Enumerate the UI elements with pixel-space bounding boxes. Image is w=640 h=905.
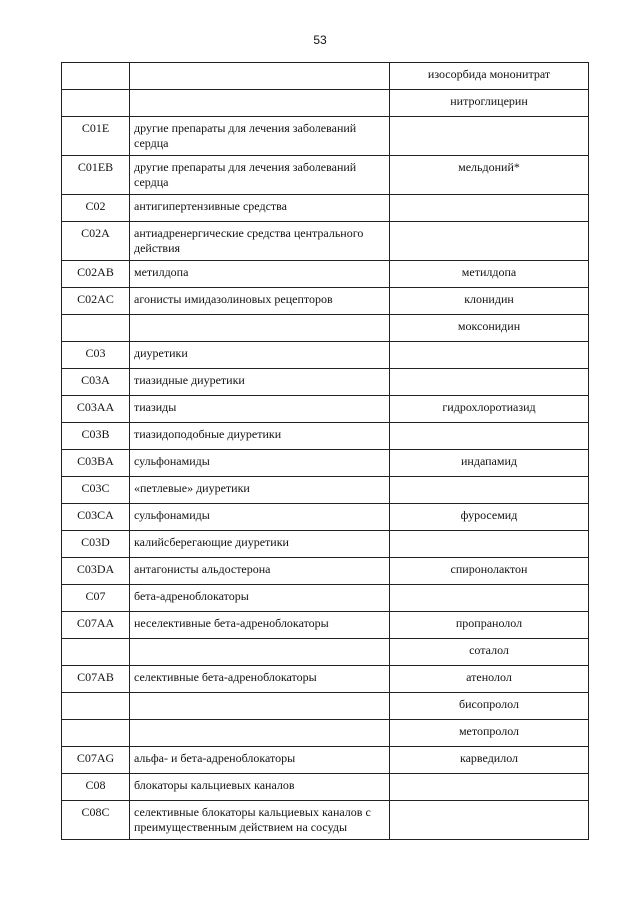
atc-code-cell: C07AB <box>62 666 130 693</box>
atc-code-cell: C03D <box>62 531 130 558</box>
table-row <box>62 801 589 840</box>
group-name-cell: блокаторы кальциевых каналов <box>130 774 390 801</box>
table-row <box>62 63 589 90</box>
drug-classification-table <box>61 62 589 840</box>
table-row <box>62 558 589 585</box>
table-row <box>62 342 589 369</box>
group-name-cell: селективные блокаторы кальциевых каналов с преимущественным действием на сосуды <box>130 801 390 840</box>
table-row <box>62 774 589 801</box>
group-name-cell: тиазиды <box>130 396 390 423</box>
group-name-cell: другие препараты для лечения заболеваний сердца <box>130 117 390 156</box>
table-row <box>62 504 589 531</box>
atc-code-cell: C01EB <box>62 156 130 195</box>
drug-name-cell: мельдоний* <box>390 156 589 195</box>
atc-code-cell: C08C <box>62 801 130 840</box>
table-row <box>62 156 589 195</box>
drug-name-cell: изосорбида мононитрат <box>390 63 589 90</box>
drug-name-cell: моксонидин <box>390 315 589 342</box>
drug-name-cell <box>390 585 589 612</box>
table-row <box>62 747 589 774</box>
drug-name-cell <box>390 801 589 840</box>
group-name-cell: тиазидоподобные диуретики <box>130 423 390 450</box>
drug-name-cell <box>390 222 589 261</box>
group-name-cell: бета-адреноблокаторы <box>130 585 390 612</box>
group-name-cell <box>130 90 390 117</box>
group-name-cell: альфа- и бета-адреноблокаторы <box>130 747 390 774</box>
drug-name-cell: индапамид <box>390 450 589 477</box>
atc-code-cell: C02 <box>62 195 130 222</box>
atc-code-cell <box>62 639 130 666</box>
table-row <box>62 477 589 504</box>
group-name-cell: неселективные бета-адреноблокаторы <box>130 612 390 639</box>
drug-name-cell: метопролол <box>390 720 589 747</box>
atc-code-cell <box>62 315 130 342</box>
group-name-cell <box>130 639 390 666</box>
drug-name-cell: метилдопа <box>390 261 589 288</box>
drug-name-cell <box>390 423 589 450</box>
atc-code-cell: C03DA <box>62 558 130 585</box>
table-row <box>62 423 589 450</box>
group-name-cell: антагонисты альдостерона <box>130 558 390 585</box>
atc-code-cell <box>62 720 130 747</box>
drug-name-cell <box>390 342 589 369</box>
table-row <box>62 288 589 315</box>
atc-code-cell: C03CA <box>62 504 130 531</box>
drug-name-cell <box>390 117 589 156</box>
table-row <box>62 195 589 222</box>
table-row <box>62 396 589 423</box>
group-name-cell: антигипертензивные средства <box>130 195 390 222</box>
group-name-cell <box>130 720 390 747</box>
table-row <box>62 693 589 720</box>
group-name-cell: калийсберегающие диуретики <box>130 531 390 558</box>
atc-code-cell: C03AA <box>62 396 130 423</box>
group-name-cell: метилдопа <box>130 261 390 288</box>
atc-code-cell: C03B <box>62 423 130 450</box>
group-name-cell: сульфонамиды <box>130 450 390 477</box>
drug-name-cell <box>390 195 589 222</box>
drug-name-cell: пропранолол <box>390 612 589 639</box>
table-row <box>62 585 589 612</box>
drug-name-cell: соталол <box>390 639 589 666</box>
atc-code-cell: C08 <box>62 774 130 801</box>
drug-name-cell <box>390 369 589 396</box>
group-name-cell: «петлевые» диуретики <box>130 477 390 504</box>
drug-name-cell: фуросемид <box>390 504 589 531</box>
group-name-cell: диуретики <box>130 342 390 369</box>
table-row <box>62 639 589 666</box>
atc-code-cell: C01E <box>62 117 130 156</box>
page-number: 53 <box>313 33 327 47</box>
atc-code-cell: C02A <box>62 222 130 261</box>
atc-code-cell <box>62 90 130 117</box>
drug-name-cell: гидрохлоротиазид <box>390 396 589 423</box>
drug-name-cell: клонидин <box>390 288 589 315</box>
table-row <box>62 261 589 288</box>
group-name-cell: сульфонамиды <box>130 504 390 531</box>
drug-name-cell <box>390 531 589 558</box>
table-row <box>62 450 589 477</box>
table-row <box>62 315 589 342</box>
atc-code-cell: C07AA <box>62 612 130 639</box>
drug-name-cell <box>390 477 589 504</box>
atc-code-cell <box>62 693 130 720</box>
table-row <box>62 369 589 396</box>
drug-name-cell: нитроглицерин <box>390 90 589 117</box>
atc-code-cell: C03A <box>62 369 130 396</box>
table-row <box>62 90 589 117</box>
group-name-cell: другие препараты для лечения заболеваний сердца <box>130 156 390 195</box>
drug-name-cell: атенолол <box>390 666 589 693</box>
atc-code-cell <box>62 63 130 90</box>
atc-code-cell: C02AB <box>62 261 130 288</box>
group-name-cell: антиадренергические средства центрального действия <box>130 222 390 261</box>
table-row <box>62 666 589 693</box>
atc-code-cell: C07AG <box>62 747 130 774</box>
atc-code-cell: C03 <box>62 342 130 369</box>
group-name-cell <box>130 693 390 720</box>
group-name-cell: селективные бета-адреноблокаторы <box>130 666 390 693</box>
group-name-cell: тиазидные диуретики <box>130 369 390 396</box>
drug-name-cell: спиронолактон <box>390 558 589 585</box>
table-row <box>62 612 589 639</box>
drug-name-cell <box>390 774 589 801</box>
atc-code-cell: C07 <box>62 585 130 612</box>
atc-code-cell: C02AC <box>62 288 130 315</box>
group-name-cell: агонисты имидазолиновых рецепторов <box>130 288 390 315</box>
group-name-cell <box>130 63 390 90</box>
atc-code-cell: C03BA <box>62 450 130 477</box>
table-row <box>62 222 589 261</box>
table-body <box>62 63 589 840</box>
drug-name-cell: карведилол <box>390 747 589 774</box>
atc-code-cell: C03C <box>62 477 130 504</box>
drug-name-cell: бисопролол <box>390 693 589 720</box>
group-name-cell <box>130 315 390 342</box>
table-row <box>62 117 589 156</box>
table-row <box>62 720 589 747</box>
table-row <box>62 531 589 558</box>
